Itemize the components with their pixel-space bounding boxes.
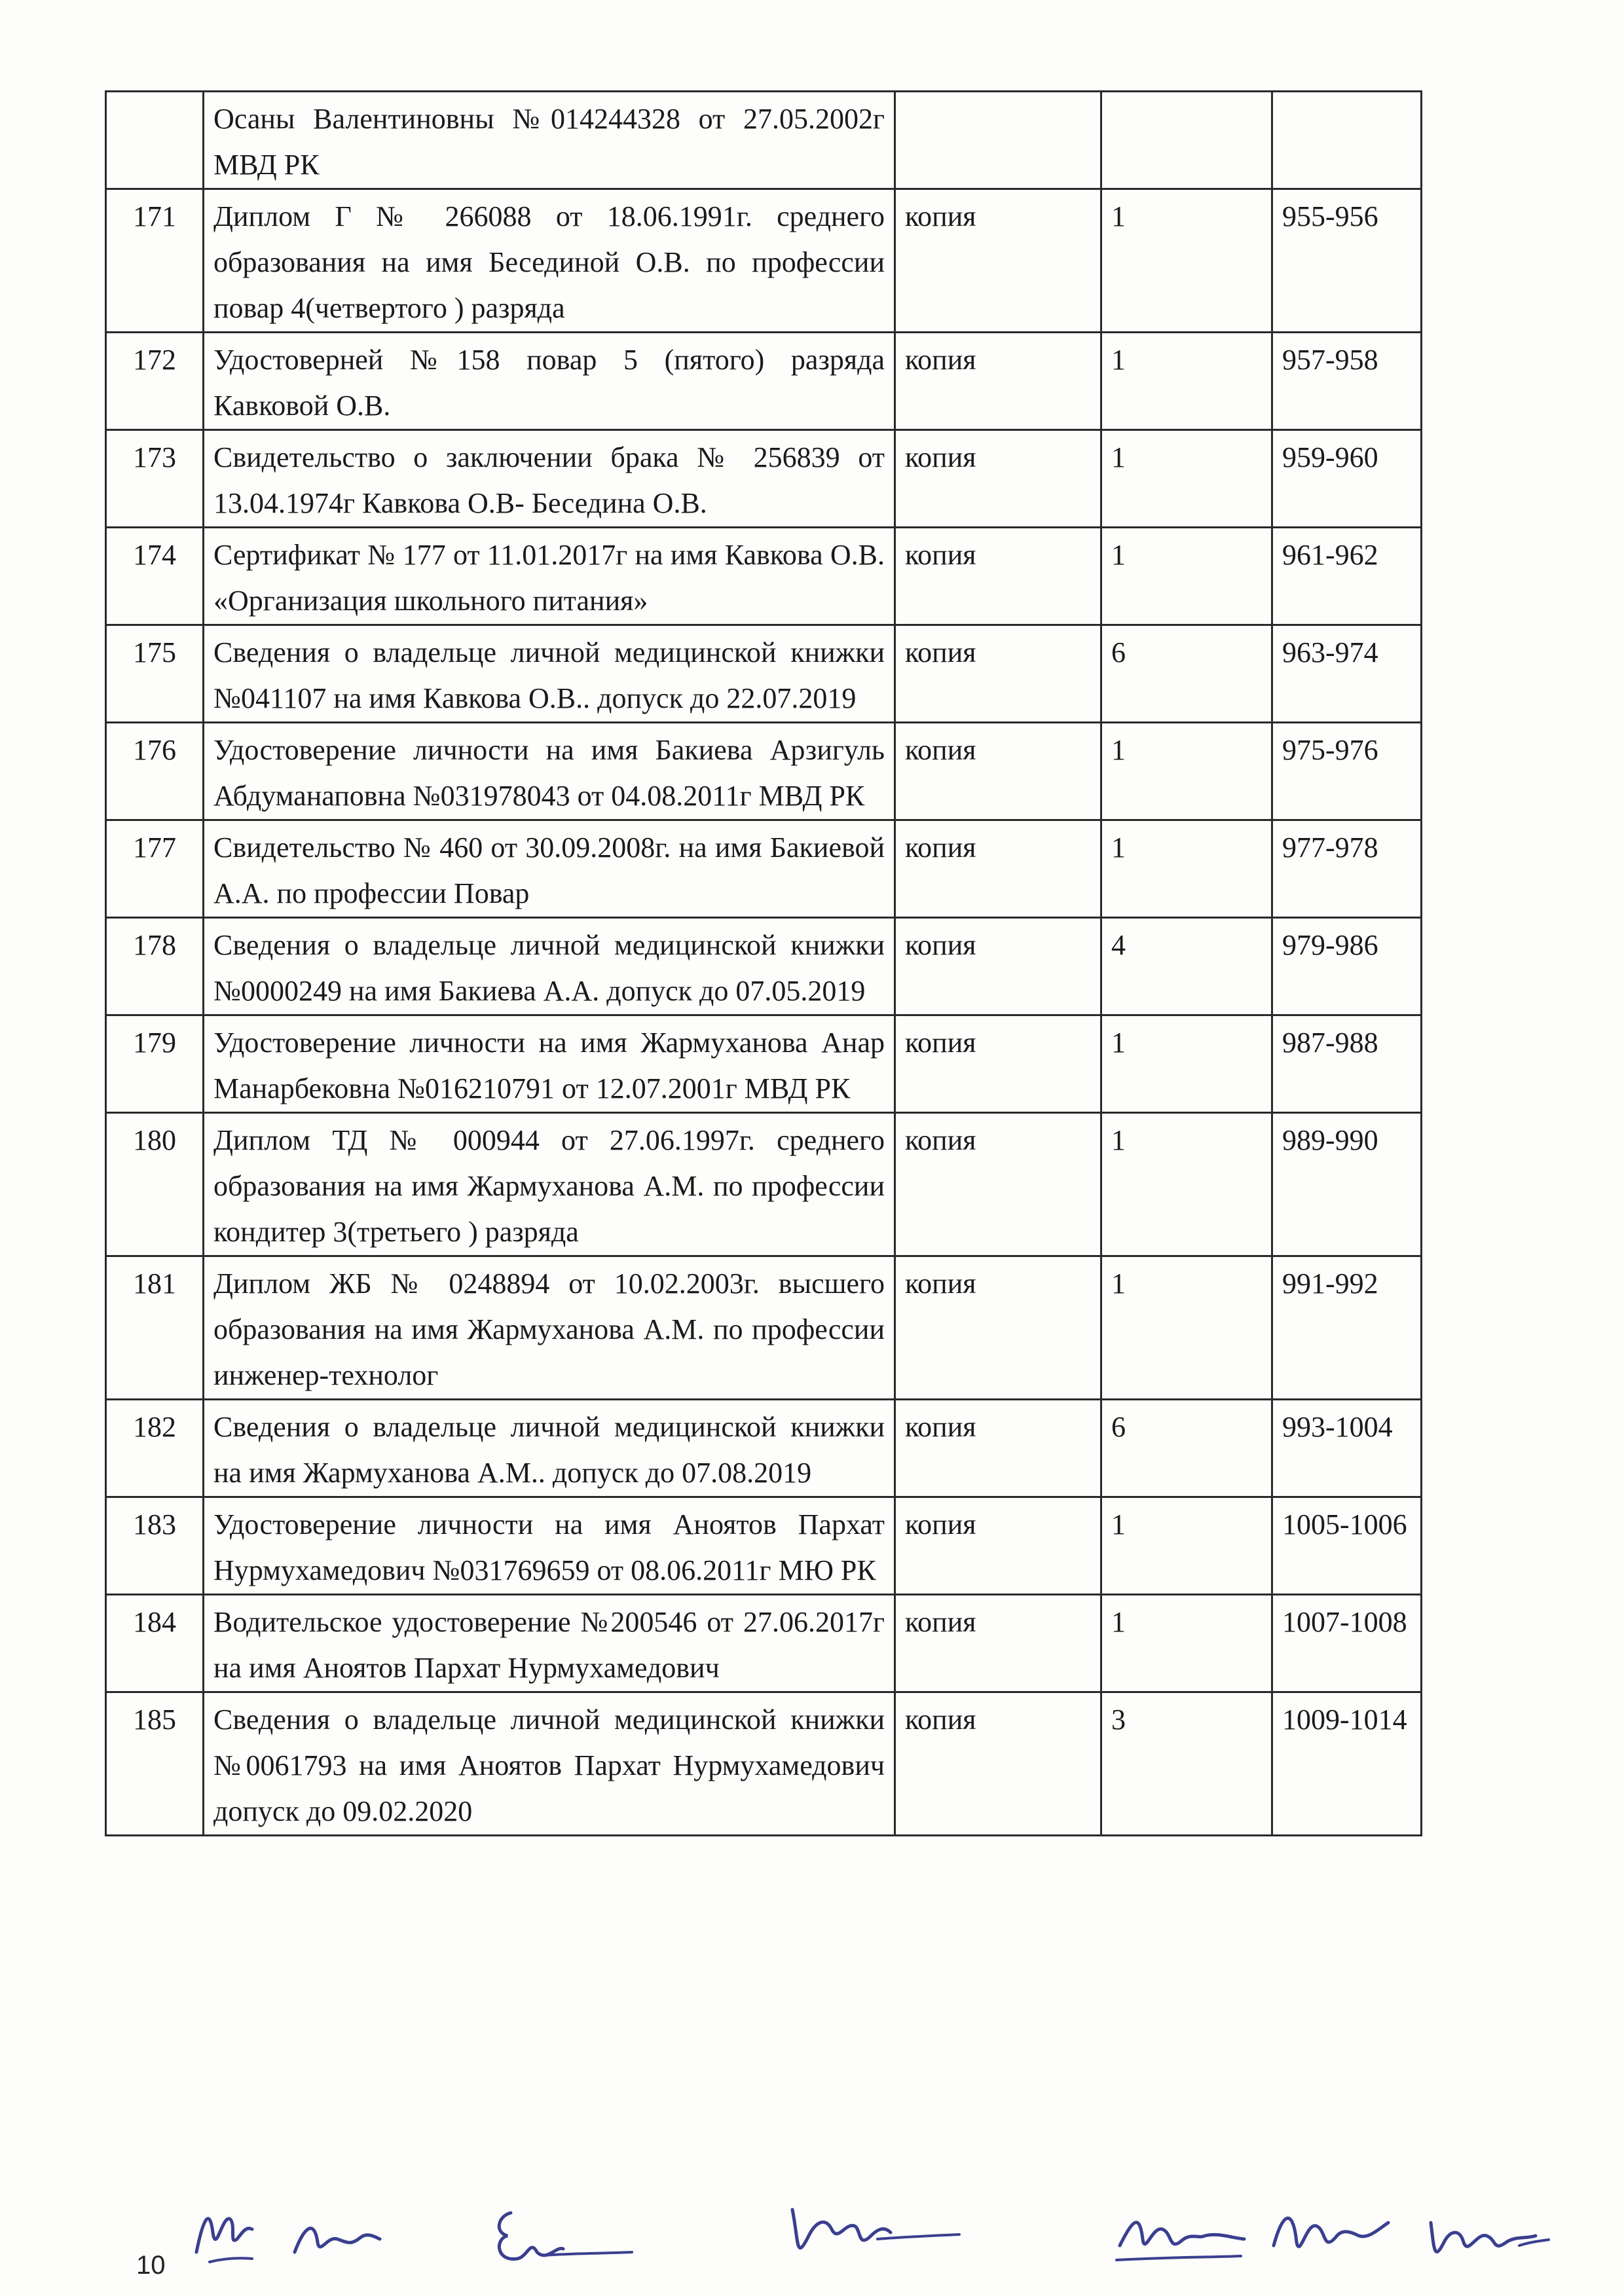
- page-range: 991-992: [1272, 1256, 1422, 1400]
- page-range: 993-1004: [1272, 1400, 1422, 1497]
- page-range: 959-960: [1272, 430, 1422, 528]
- page-range: 1005-1006: [1272, 1497, 1422, 1595]
- table-row: [106, 430, 1422, 528]
- document-description: Осаны Валентиновны №014244328 от 27.05.2002г МВД РК: [204, 92, 895, 189]
- document-type: копия: [895, 918, 1101, 1015]
- document-type: копия: [895, 1113, 1101, 1256]
- signature-5: [1107, 2200, 1251, 2272]
- document-type: копия: [895, 528, 1101, 625]
- sheet-count: 1: [1101, 430, 1272, 528]
- document-type: копия: [895, 333, 1101, 430]
- page-number: 10: [136, 2251, 166, 2280]
- row-number: 173: [106, 430, 204, 528]
- document-description: Свидетельство о заключении брака № 256839 от 13.04.1974г Кавкова О.В- Беседина О.В.: [204, 430, 895, 528]
- page-range: 957-958: [1272, 333, 1422, 430]
- signature-4: [779, 2190, 963, 2275]
- document-description: Водительское удостоверение №200546 от 27.06.2017г на имя Аноятов Пархат Нурмухамедович: [204, 1595, 895, 1692]
- table-row: [106, 1595, 1422, 1692]
- document-description: Диплом ТД № 000944 от 27.06.1997г. среднего образования на имя Жармуханова А.М. по профессии кондитер 3(третьего ) разряда: [204, 1113, 895, 1256]
- table-row: [106, 625, 1422, 723]
- table-row: [106, 1015, 1422, 1113]
- signature-7: [1421, 2203, 1552, 2269]
- sheet-count: 1: [1101, 333, 1272, 430]
- table-row: [106, 1497, 1422, 1595]
- document-type: [895, 92, 1101, 189]
- sheet-count: 1: [1101, 1015, 1272, 1113]
- row-number: 175: [106, 625, 204, 723]
- row-number: 178: [106, 918, 204, 1015]
- page-range: 989-990: [1272, 1113, 1422, 1256]
- document-description: Диплом ЖБ № 0248894 от 10.02.2003г. высшего образования на имя Жармуханова А.М. по профессии инженер-технолог: [204, 1256, 895, 1400]
- sheet-count: 1: [1101, 189, 1272, 333]
- row-number: 177: [106, 820, 204, 918]
- document-description: Удостоверение личности на имя Бакиева Арзигуль Абдуманаповна №031978043 от 04.08.2011г МВД РК: [204, 723, 895, 820]
- document-type: копия: [895, 1400, 1101, 1497]
- page-range: 961-962: [1272, 528, 1422, 625]
- sheet-count: 6: [1101, 1400, 1272, 1497]
- table-row: [106, 1113, 1422, 1256]
- row-number: 180: [106, 1113, 204, 1256]
- row-number: 183: [106, 1497, 204, 1595]
- sheet-count: 6: [1101, 625, 1272, 723]
- document-description: Свидетельство № 460 от 30.09.2008г. на имя Бакиевой А.А. по профессии Повар: [204, 820, 895, 918]
- document-description: Удостоверней №158 повар 5 (пятого) разряда Кавковой О.В.: [204, 333, 895, 430]
- row-number: 185: [106, 1692, 204, 1836]
- document-type: копия: [895, 820, 1101, 918]
- page-range: 979-986: [1272, 918, 1422, 1015]
- document-description: Удостоверение личности на имя Жармуханова Анар Манарбековна №016210791 от 12.07.2001г МВД РК: [204, 1015, 895, 1113]
- sheet-count: 1: [1101, 820, 1272, 918]
- document-description: Сведения о владельце личной медицинской книжки №0061793 на имя Аноятов Пархат Нурмухамедович допуск до 09.02.2020: [204, 1692, 895, 1836]
- table-row: [106, 820, 1422, 918]
- row-number: 176: [106, 723, 204, 820]
- row-number: 181: [106, 1256, 204, 1400]
- page-range: 1007-1008: [1272, 1595, 1422, 1692]
- sheet-count: 1: [1101, 723, 1272, 820]
- page-range: 977-978: [1272, 820, 1422, 918]
- row-number: 184: [106, 1595, 204, 1692]
- table-row: [106, 333, 1422, 430]
- document-type: копия: [895, 625, 1101, 723]
- document-description: Удостоверение личности на имя Аноятов Пархат Нурмухамедович №031769659 от 08.06.2011г МЮ РК: [204, 1497, 895, 1595]
- document-description: Сведения о владельце личной медицинской книжки №041107 на имя Кавкова О.В.. допуск до 22.07.2019: [204, 625, 895, 723]
- document-description: Диплом Г № 266088 от 18.06.1991г. среднего образования на имя Бесединой О.В. по профессии повар 4(четвертого ) разряда: [204, 189, 895, 333]
- page-range: 963-974: [1272, 625, 1422, 723]
- signature-2: [288, 2206, 386, 2265]
- signature-strip: [190, 2187, 1578, 2296]
- row-number: [106, 92, 204, 189]
- sheet-count: 4: [1101, 918, 1272, 1015]
- table-row: [106, 1256, 1422, 1400]
- page-range: 1009-1014: [1272, 1692, 1422, 1836]
- document-type: копия: [895, 1497, 1101, 1595]
- row-number: 179: [106, 1015, 204, 1113]
- document-type: копия: [895, 1256, 1101, 1400]
- document-type: копия: [895, 189, 1101, 333]
- table-row: [106, 189, 1422, 333]
- sheet-count: 1: [1101, 1595, 1272, 1692]
- inventory-table: [105, 90, 1422, 1836]
- document-type: копия: [895, 1692, 1101, 1836]
- document-description: Сведения о владельце личной медицинской книжки №0000249 на имя Бакиева А.А. допуск до 07.05.2019: [204, 918, 895, 1015]
- sheet-count: 1: [1101, 528, 1272, 625]
- table-row: [106, 528, 1422, 625]
- sheet-count: [1101, 92, 1272, 189]
- table-row: [106, 723, 1422, 820]
- page-range: 955-956: [1272, 189, 1422, 333]
- row-number: 182: [106, 1400, 204, 1497]
- row-number: 174: [106, 528, 204, 625]
- table-row: [106, 1400, 1422, 1497]
- sheet-count: 1: [1101, 1113, 1272, 1256]
- page-range: 987-988: [1272, 1015, 1422, 1113]
- row-number: 172: [106, 333, 204, 430]
- document-type: копия: [895, 430, 1101, 528]
- page-range: [1272, 92, 1422, 189]
- sheet-count: 1: [1101, 1256, 1272, 1400]
- table-row: [106, 92, 1422, 189]
- document-description: Сертификат № 177 от 11.01.2017г на имя Кавкова О.В. «Организация школьного питания»: [204, 528, 895, 625]
- document-type: копия: [895, 723, 1101, 820]
- sheet-count: 1: [1101, 1497, 1272, 1595]
- document-type: копия: [895, 1595, 1101, 1692]
- document-description: Сведения о владельце личной медицинской книжки на имя Жармуханова А.М.. допуск до 07.08.2019: [204, 1400, 895, 1497]
- inventory-table-body: [106, 92, 1422, 1836]
- signature-6: [1264, 2196, 1395, 2269]
- sheet-count: 3: [1101, 1692, 1272, 1836]
- table-row: [106, 1692, 1422, 1836]
- document-type: копия: [895, 1015, 1101, 1113]
- signature-1: [190, 2193, 262, 2272]
- page-range: 975-976: [1272, 723, 1422, 820]
- row-number: 171: [106, 189, 204, 333]
- signature-3: [485, 2200, 635, 2272]
- table-row: [106, 918, 1422, 1015]
